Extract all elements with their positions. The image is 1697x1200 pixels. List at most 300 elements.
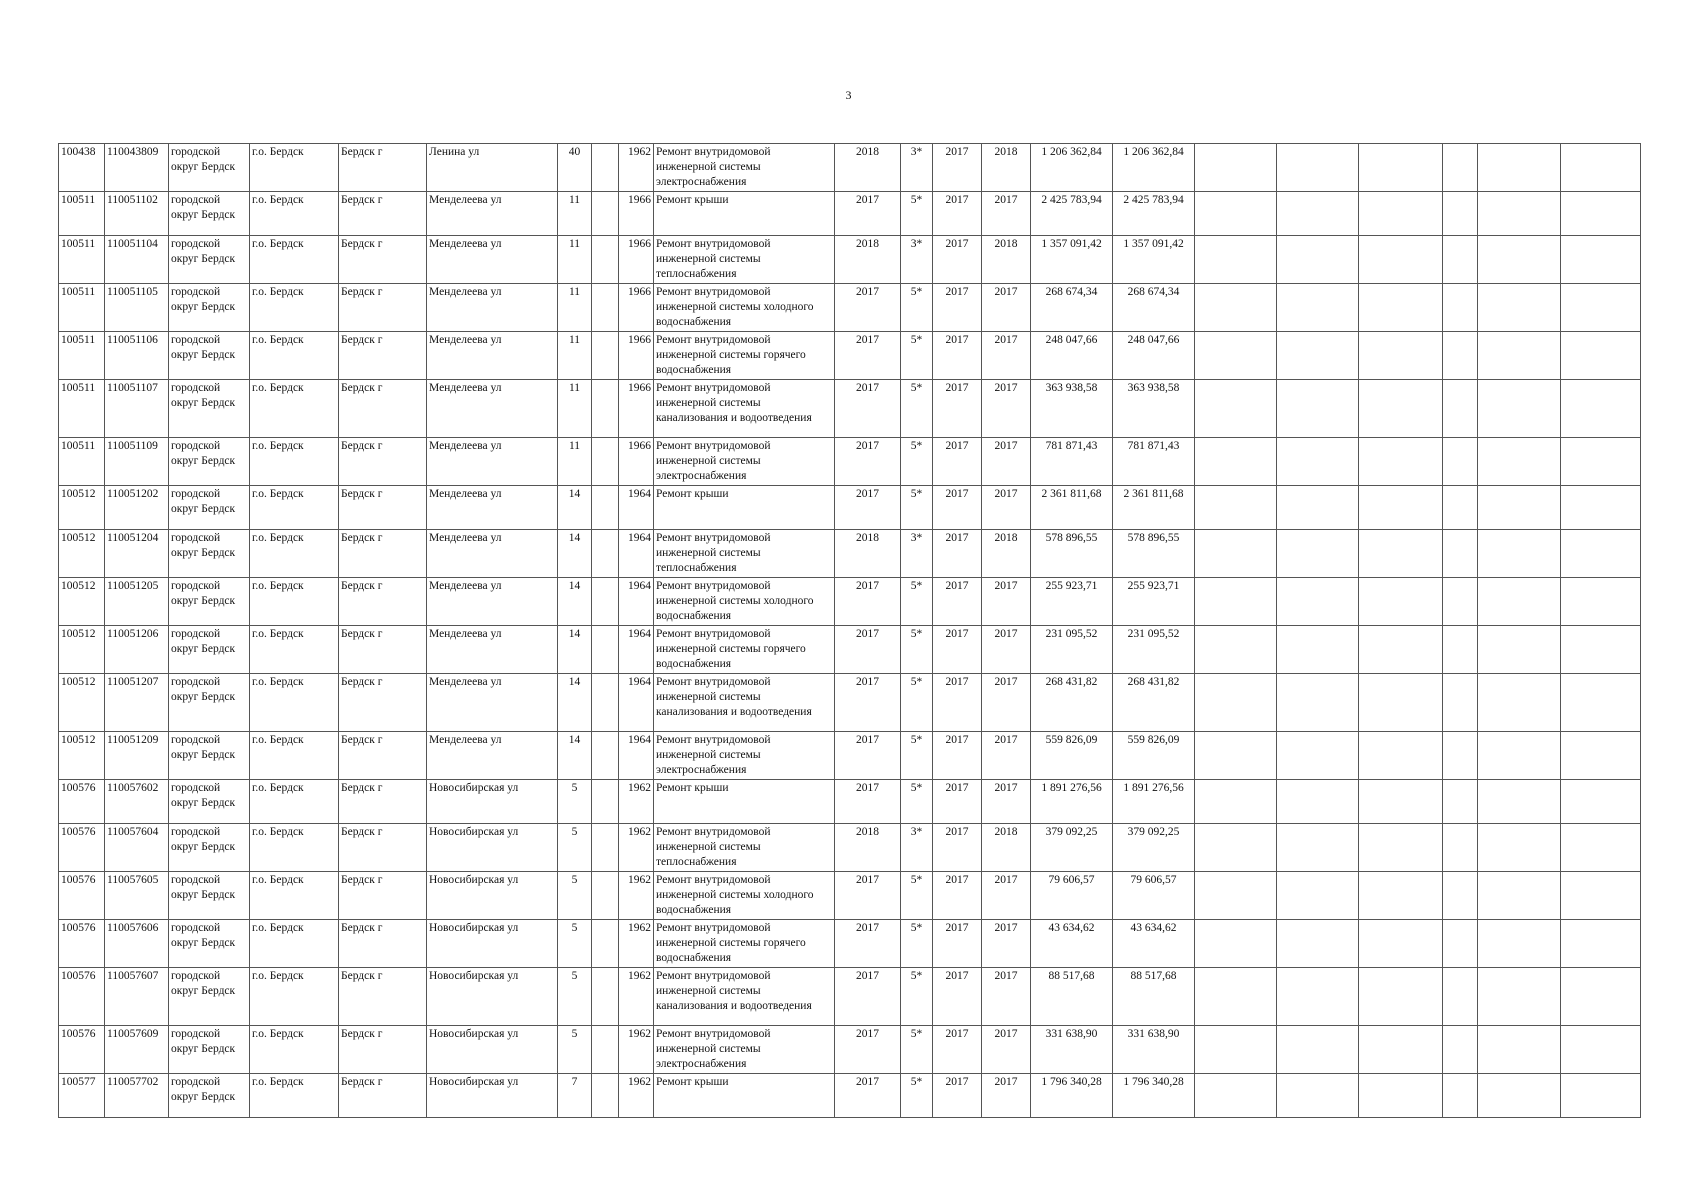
cell-empty [1277, 144, 1359, 192]
cell-plan-year: 2017 [835, 872, 901, 920]
cell-house: 5 [558, 780, 592, 824]
cell-empty [1443, 236, 1478, 284]
cell-empty [1478, 144, 1561, 192]
cell-code: 110057604 [105, 824, 169, 872]
cell-empty [1478, 732, 1561, 780]
cell-code: 110051207 [105, 674, 169, 732]
cell-year-built: 1962 [619, 144, 654, 192]
cell-empty [1561, 674, 1641, 732]
cell-empty [1478, 530, 1561, 578]
cell-empty [1359, 824, 1443, 872]
cell-corpus [592, 968, 619, 1026]
cell-work-type: Ремонт внутридомовой инженерной системы горячего водоснабжения [654, 332, 835, 380]
cell-work-type: Ремонт внутридомовой инженерной системы холодного водоснабжения [654, 578, 835, 626]
cell-corpus [592, 674, 619, 732]
cell-corpus [592, 486, 619, 530]
cell-plan-year: 2017 [835, 380, 901, 438]
cell-municipality: городской округ Бердск [169, 192, 250, 236]
cell-year-built: 1966 [619, 284, 654, 332]
cell-start-year: 2017 [933, 438, 982, 486]
cell-locality: Бердск г [339, 530, 427, 578]
cell-priority: 5* [901, 626, 933, 674]
cell-corpus [592, 380, 619, 438]
cell-empty [1195, 236, 1277, 284]
table-row [59, 192, 1641, 236]
cell-id: 100576 [59, 780, 105, 824]
cell-year-built: 1964 [619, 578, 654, 626]
cell-end-year: 2017 [982, 578, 1031, 626]
cell-work-type: Ремонт внутридомовой инженерной системы теплоснабжения [654, 236, 835, 284]
cell-year-built: 1962 [619, 824, 654, 872]
cell-empty [1277, 968, 1359, 1026]
cell-house: 7 [558, 1074, 592, 1118]
cell-house: 5 [558, 872, 592, 920]
cell-empty [1478, 824, 1561, 872]
cell-start-year: 2017 [933, 732, 982, 780]
table-row [59, 1074, 1641, 1118]
cell-house: 11 [558, 236, 592, 284]
cell-end-year: 2017 [982, 1074, 1031, 1118]
cell-empty [1359, 1074, 1443, 1118]
cell-cost-fund: 379 092,25 [1113, 824, 1195, 872]
cell-locality: Бердск г [339, 380, 427, 438]
cell-id: 100576 [59, 1026, 105, 1074]
cell-empty [1478, 284, 1561, 332]
cell-code: 110051209 [105, 732, 169, 780]
cell-work-type: Ремонт внутридомовой инженерной системы электроснабжения [654, 144, 835, 192]
cell-empty [1443, 332, 1478, 380]
cell-empty [1478, 674, 1561, 732]
cell-settlement-area: г.о. Бердск [250, 192, 339, 236]
cell-cost-total: 331 638,90 [1031, 1026, 1113, 1074]
cell-end-year: 2017 [982, 332, 1031, 380]
cell-id: 100512 [59, 486, 105, 530]
cell-year-built: 1962 [619, 968, 654, 1026]
cell-priority: 3* [901, 144, 933, 192]
cell-plan-year: 2017 [835, 674, 901, 732]
cell-year-built: 1964 [619, 530, 654, 578]
cell-cost-fund: 268 674,34 [1113, 284, 1195, 332]
cell-municipality: городской округ Бердск [169, 732, 250, 780]
cell-cost-total: 2 425 783,94 [1031, 192, 1113, 236]
cell-work-type: Ремонт внутридомовой инженерной системы электроснабжения [654, 732, 835, 780]
table-row [59, 486, 1641, 530]
cell-locality: Бердск г [339, 1074, 427, 1118]
cell-code: 110057607 [105, 968, 169, 1026]
cell-municipality: городской округ Бердск [169, 236, 250, 284]
cell-end-year: 2017 [982, 486, 1031, 530]
cell-plan-year: 2017 [835, 438, 901, 486]
cell-id: 100511 [59, 438, 105, 486]
cell-empty [1478, 486, 1561, 530]
cell-street: Менделеева ул [427, 192, 558, 236]
cell-settlement-area: г.о. Бердск [250, 968, 339, 1026]
cell-empty [1443, 920, 1478, 968]
cell-empty [1478, 626, 1561, 674]
cell-corpus [592, 872, 619, 920]
cell-empty [1359, 968, 1443, 1026]
table-row [59, 530, 1641, 578]
table-row [59, 626, 1641, 674]
cell-work-type: Ремонт внутридомовой инженерной системы канализования и водоотведения [654, 968, 835, 1026]
cell-street: Менделеева ул [427, 284, 558, 332]
cell-code: 110057702 [105, 1074, 169, 1118]
cell-cost-total: 2 361 811,68 [1031, 486, 1113, 530]
cell-cost-fund: 1 206 362,84 [1113, 144, 1195, 192]
cell-end-year: 2017 [982, 968, 1031, 1026]
cell-code: 110051102 [105, 192, 169, 236]
cell-street: Менделеева ул [427, 626, 558, 674]
cell-cost-fund: 1 891 276,56 [1113, 780, 1195, 824]
cell-work-type: Ремонт крыши [654, 486, 835, 530]
cell-empty [1443, 872, 1478, 920]
capital-repair-table [58, 143, 1641, 1118]
cell-id: 100512 [59, 578, 105, 626]
cell-corpus [592, 530, 619, 578]
cell-house: 5 [558, 824, 592, 872]
cell-locality: Бердск г [339, 144, 427, 192]
cell-empty [1561, 1074, 1641, 1118]
cell-end-year: 2017 [982, 438, 1031, 486]
cell-street: Новосибирская ул [427, 1074, 558, 1118]
cell-priority: 5* [901, 380, 933, 438]
cell-settlement-area: г.о. Бердск [250, 438, 339, 486]
cell-cost-fund: 268 431,82 [1113, 674, 1195, 732]
cell-cost-fund: 79 606,57 [1113, 872, 1195, 920]
cell-cost-total: 1 206 362,84 [1031, 144, 1113, 192]
cell-street: Менделеева ул [427, 530, 558, 578]
cell-empty [1443, 1026, 1478, 1074]
cell-start-year: 2017 [933, 1074, 982, 1118]
cell-code: 110043809 [105, 144, 169, 192]
cell-year-built: 1964 [619, 626, 654, 674]
cell-locality: Бердск г [339, 1026, 427, 1074]
cell-id: 100576 [59, 920, 105, 968]
cell-end-year: 2018 [982, 236, 1031, 284]
cell-corpus [592, 1074, 619, 1118]
cell-year-built: 1964 [619, 732, 654, 780]
cell-start-year: 2017 [933, 284, 982, 332]
cell-cost-fund: 781 871,43 [1113, 438, 1195, 486]
cell-street: Ленина ул [427, 144, 558, 192]
cell-cost-fund: 248 047,66 [1113, 332, 1195, 380]
cell-empty [1443, 626, 1478, 674]
cell-end-year: 2017 [982, 920, 1031, 968]
cell-empty [1443, 192, 1478, 236]
cell-house: 40 [558, 144, 592, 192]
cell-cost-total: 1 357 091,42 [1031, 236, 1113, 284]
cell-corpus [592, 780, 619, 824]
cell-start-year: 2017 [933, 380, 982, 438]
cell-plan-year: 2017 [835, 578, 901, 626]
cell-empty [1359, 1026, 1443, 1074]
cell-cost-fund: 578 896,55 [1113, 530, 1195, 578]
cell-empty [1277, 530, 1359, 578]
cell-empty [1478, 920, 1561, 968]
cell-end-year: 2018 [982, 530, 1031, 578]
cell-settlement-area: г.о. Бердск [250, 780, 339, 824]
cell-id: 100576 [59, 824, 105, 872]
cell-work-type: Ремонт внутридомовой инженерной системы холодного водоснабжения [654, 284, 835, 332]
cell-work-type: Ремонт крыши [654, 780, 835, 824]
cell-id: 100438 [59, 144, 105, 192]
cell-empty [1277, 1026, 1359, 1074]
cell-empty [1359, 380, 1443, 438]
cell-municipality: городской округ Бердск [169, 530, 250, 578]
cell-cost-total: 268 674,34 [1031, 284, 1113, 332]
cell-empty [1443, 486, 1478, 530]
cell-settlement-area: г.о. Бердск [250, 284, 339, 332]
cell-plan-year: 2017 [835, 486, 901, 530]
cell-street: Новосибирская ул [427, 824, 558, 872]
cell-id: 100511 [59, 332, 105, 380]
cell-priority: 5* [901, 732, 933, 780]
cell-empty [1561, 1026, 1641, 1074]
cell-street: Менделеева ул [427, 438, 558, 486]
cell-end-year: 2018 [982, 824, 1031, 872]
cell-settlement-area: г.о. Бердск [250, 486, 339, 530]
cell-empty [1195, 578, 1277, 626]
cell-corpus [592, 824, 619, 872]
table-row [59, 284, 1641, 332]
cell-empty [1359, 872, 1443, 920]
cell-house: 11 [558, 380, 592, 438]
cell-empty [1277, 332, 1359, 380]
cell-empty [1561, 872, 1641, 920]
cell-house: 14 [558, 530, 592, 578]
cell-street: Менделеева ул [427, 236, 558, 284]
cell-end-year: 2017 [982, 780, 1031, 824]
cell-street: Менделеева ул [427, 332, 558, 380]
cell-year-built: 1964 [619, 674, 654, 732]
cell-empty [1195, 780, 1277, 824]
cell-municipality: городской округ Бердск [169, 1074, 250, 1118]
cell-locality: Бердск г [339, 968, 427, 1026]
cell-empty [1478, 780, 1561, 824]
table-row [59, 920, 1641, 968]
cell-priority: 5* [901, 780, 933, 824]
cell-plan-year: 2017 [835, 192, 901, 236]
cell-empty [1277, 626, 1359, 674]
cell-id: 100511 [59, 236, 105, 284]
cell-empty [1359, 438, 1443, 486]
cell-settlement-area: г.о. Бердск [250, 674, 339, 732]
cell-empty [1195, 1026, 1277, 1074]
cell-start-year: 2017 [933, 486, 982, 530]
cell-locality: Бердск г [339, 236, 427, 284]
cell-settlement-area: г.о. Бердск [250, 1026, 339, 1074]
cell-year-built: 1966 [619, 438, 654, 486]
cell-cost-total: 255 923,71 [1031, 578, 1113, 626]
cell-cost-total: 88 517,68 [1031, 968, 1113, 1026]
cell-cost-total: 268 431,82 [1031, 674, 1113, 732]
cell-code: 110051204 [105, 530, 169, 578]
cell-start-year: 2017 [933, 236, 982, 284]
cell-start-year: 2017 [933, 626, 982, 674]
cell-empty [1561, 780, 1641, 824]
cell-priority: 5* [901, 192, 933, 236]
cell-empty [1443, 530, 1478, 578]
cell-code: 110051106 [105, 332, 169, 380]
cell-plan-year: 2018 [835, 236, 901, 284]
cell-empty [1478, 1026, 1561, 1074]
cell-empty [1561, 824, 1641, 872]
cell-empty [1195, 732, 1277, 780]
cell-cost-total: 79 606,57 [1031, 872, 1113, 920]
cell-empty [1359, 578, 1443, 626]
cell-priority: 5* [901, 578, 933, 626]
cell-code: 110051107 [105, 380, 169, 438]
cell-empty [1359, 144, 1443, 192]
cell-municipality: городской округ Бердск [169, 780, 250, 824]
cell-municipality: городской округ Бердск [169, 438, 250, 486]
cell-cost-total: 248 047,66 [1031, 332, 1113, 380]
cell-corpus [592, 438, 619, 486]
cell-cost-fund: 363 938,58 [1113, 380, 1195, 438]
cell-cost-fund: 231 095,52 [1113, 626, 1195, 674]
cell-empty [1195, 968, 1277, 1026]
cell-priority: 5* [901, 674, 933, 732]
cell-street: Новосибирская ул [427, 920, 558, 968]
cell-empty [1443, 1074, 1478, 1118]
table-row [59, 732, 1641, 780]
cell-settlement-area: г.о. Бердск [250, 872, 339, 920]
cell-locality: Бердск г [339, 780, 427, 824]
cell-empty [1359, 332, 1443, 380]
cell-code: 110057606 [105, 920, 169, 968]
cell-empty [1478, 192, 1561, 236]
cell-empty [1478, 380, 1561, 438]
cell-house: 11 [558, 438, 592, 486]
cell-id: 100512 [59, 530, 105, 578]
table-row [59, 780, 1641, 824]
cell-code: 110051105 [105, 284, 169, 332]
cell-empty [1561, 236, 1641, 284]
cell-empty [1277, 732, 1359, 780]
cell-year-built: 1966 [619, 380, 654, 438]
cell-house: 14 [558, 578, 592, 626]
cell-cost-total: 43 634,62 [1031, 920, 1113, 968]
cell-street: Менделеева ул [427, 674, 558, 732]
cell-priority: 5* [901, 1026, 933, 1074]
cell-priority: 5* [901, 284, 933, 332]
cell-empty [1443, 380, 1478, 438]
cell-empty [1478, 1074, 1561, 1118]
cell-id: 100576 [59, 872, 105, 920]
cell-id: 100511 [59, 192, 105, 236]
cell-locality: Бердск г [339, 872, 427, 920]
cell-cost-fund: 43 634,62 [1113, 920, 1195, 968]
cell-house: 5 [558, 920, 592, 968]
cell-empty [1443, 780, 1478, 824]
cell-empty [1561, 732, 1641, 780]
cell-municipality: городской округ Бердск [169, 824, 250, 872]
table-row [59, 578, 1641, 626]
cell-house: 14 [558, 732, 592, 780]
cell-corpus [592, 578, 619, 626]
cell-house: 11 [558, 332, 592, 380]
cell-end-year: 2018 [982, 144, 1031, 192]
cell-work-type: Ремонт внутридомовой инженерной системы холодного водоснабжения [654, 872, 835, 920]
cell-empty [1277, 438, 1359, 486]
cell-locality: Бердск г [339, 920, 427, 968]
cell-year-built: 1962 [619, 872, 654, 920]
cell-corpus [592, 192, 619, 236]
cell-year-built: 1966 [619, 236, 654, 284]
cell-id: 100512 [59, 732, 105, 780]
cell-house: 14 [558, 486, 592, 530]
cell-year-built: 1962 [619, 1026, 654, 1074]
cell-house: 11 [558, 192, 592, 236]
cell-house: 5 [558, 968, 592, 1026]
cell-empty [1277, 380, 1359, 438]
cell-empty [1561, 578, 1641, 626]
cell-plan-year: 2017 [835, 332, 901, 380]
cell-end-year: 2017 [982, 872, 1031, 920]
cell-start-year: 2017 [933, 968, 982, 1026]
cell-id: 100512 [59, 626, 105, 674]
table-row [59, 332, 1641, 380]
cell-empty [1561, 530, 1641, 578]
cell-street: Новосибирская ул [427, 968, 558, 1026]
cell-priority: 5* [901, 438, 933, 486]
cell-street: Новосибирская ул [427, 780, 558, 824]
cell-year-built: 1962 [619, 920, 654, 968]
cell-code: 110057605 [105, 872, 169, 920]
cell-empty [1443, 968, 1478, 1026]
cell-cost-total: 363 938,58 [1031, 380, 1113, 438]
cell-work-type: Ремонт внутридомовой инженерной системы канализования и водоотведения [654, 380, 835, 438]
cell-empty [1195, 284, 1277, 332]
cell-priority: 3* [901, 236, 933, 284]
cell-house: 11 [558, 284, 592, 332]
cell-empty [1359, 530, 1443, 578]
cell-house: 14 [558, 626, 592, 674]
cell-corpus [592, 332, 619, 380]
cell-locality: Бердск г [339, 284, 427, 332]
cell-empty [1277, 780, 1359, 824]
cell-code: 110057609 [105, 1026, 169, 1074]
cell-empty [1478, 332, 1561, 380]
cell-empty [1277, 578, 1359, 626]
cell-cost-fund: 1 357 091,42 [1113, 236, 1195, 284]
cell-code: 110051206 [105, 626, 169, 674]
cell-empty [1277, 1074, 1359, 1118]
cell-municipality: городской округ Бердск [169, 284, 250, 332]
cell-start-year: 2017 [933, 872, 982, 920]
cell-empty [1359, 284, 1443, 332]
cell-settlement-area: г.о. Бердск [250, 920, 339, 968]
cell-locality: Бердск г [339, 674, 427, 732]
cell-cost-fund: 88 517,68 [1113, 968, 1195, 1026]
cell-cost-total: 1 891 276,56 [1031, 780, 1113, 824]
cell-empty [1195, 530, 1277, 578]
cell-plan-year: 2017 [835, 626, 901, 674]
cell-priority: 3* [901, 530, 933, 578]
cell-code: 110057602 [105, 780, 169, 824]
cell-cost-total: 559 826,09 [1031, 732, 1113, 780]
table-row [59, 380, 1641, 438]
cell-start-year: 2017 [933, 780, 982, 824]
cell-priority: 5* [901, 332, 933, 380]
cell-cost-total: 231 095,52 [1031, 626, 1113, 674]
cell-empty [1195, 920, 1277, 968]
cell-municipality: городской округ Бердск [169, 332, 250, 380]
cell-empty [1195, 144, 1277, 192]
table-body [59, 144, 1641, 1118]
cell-empty [1561, 626, 1641, 674]
cell-work-type: Ремонт внутридомовой инженерной системы горячего водоснабжения [654, 626, 835, 674]
